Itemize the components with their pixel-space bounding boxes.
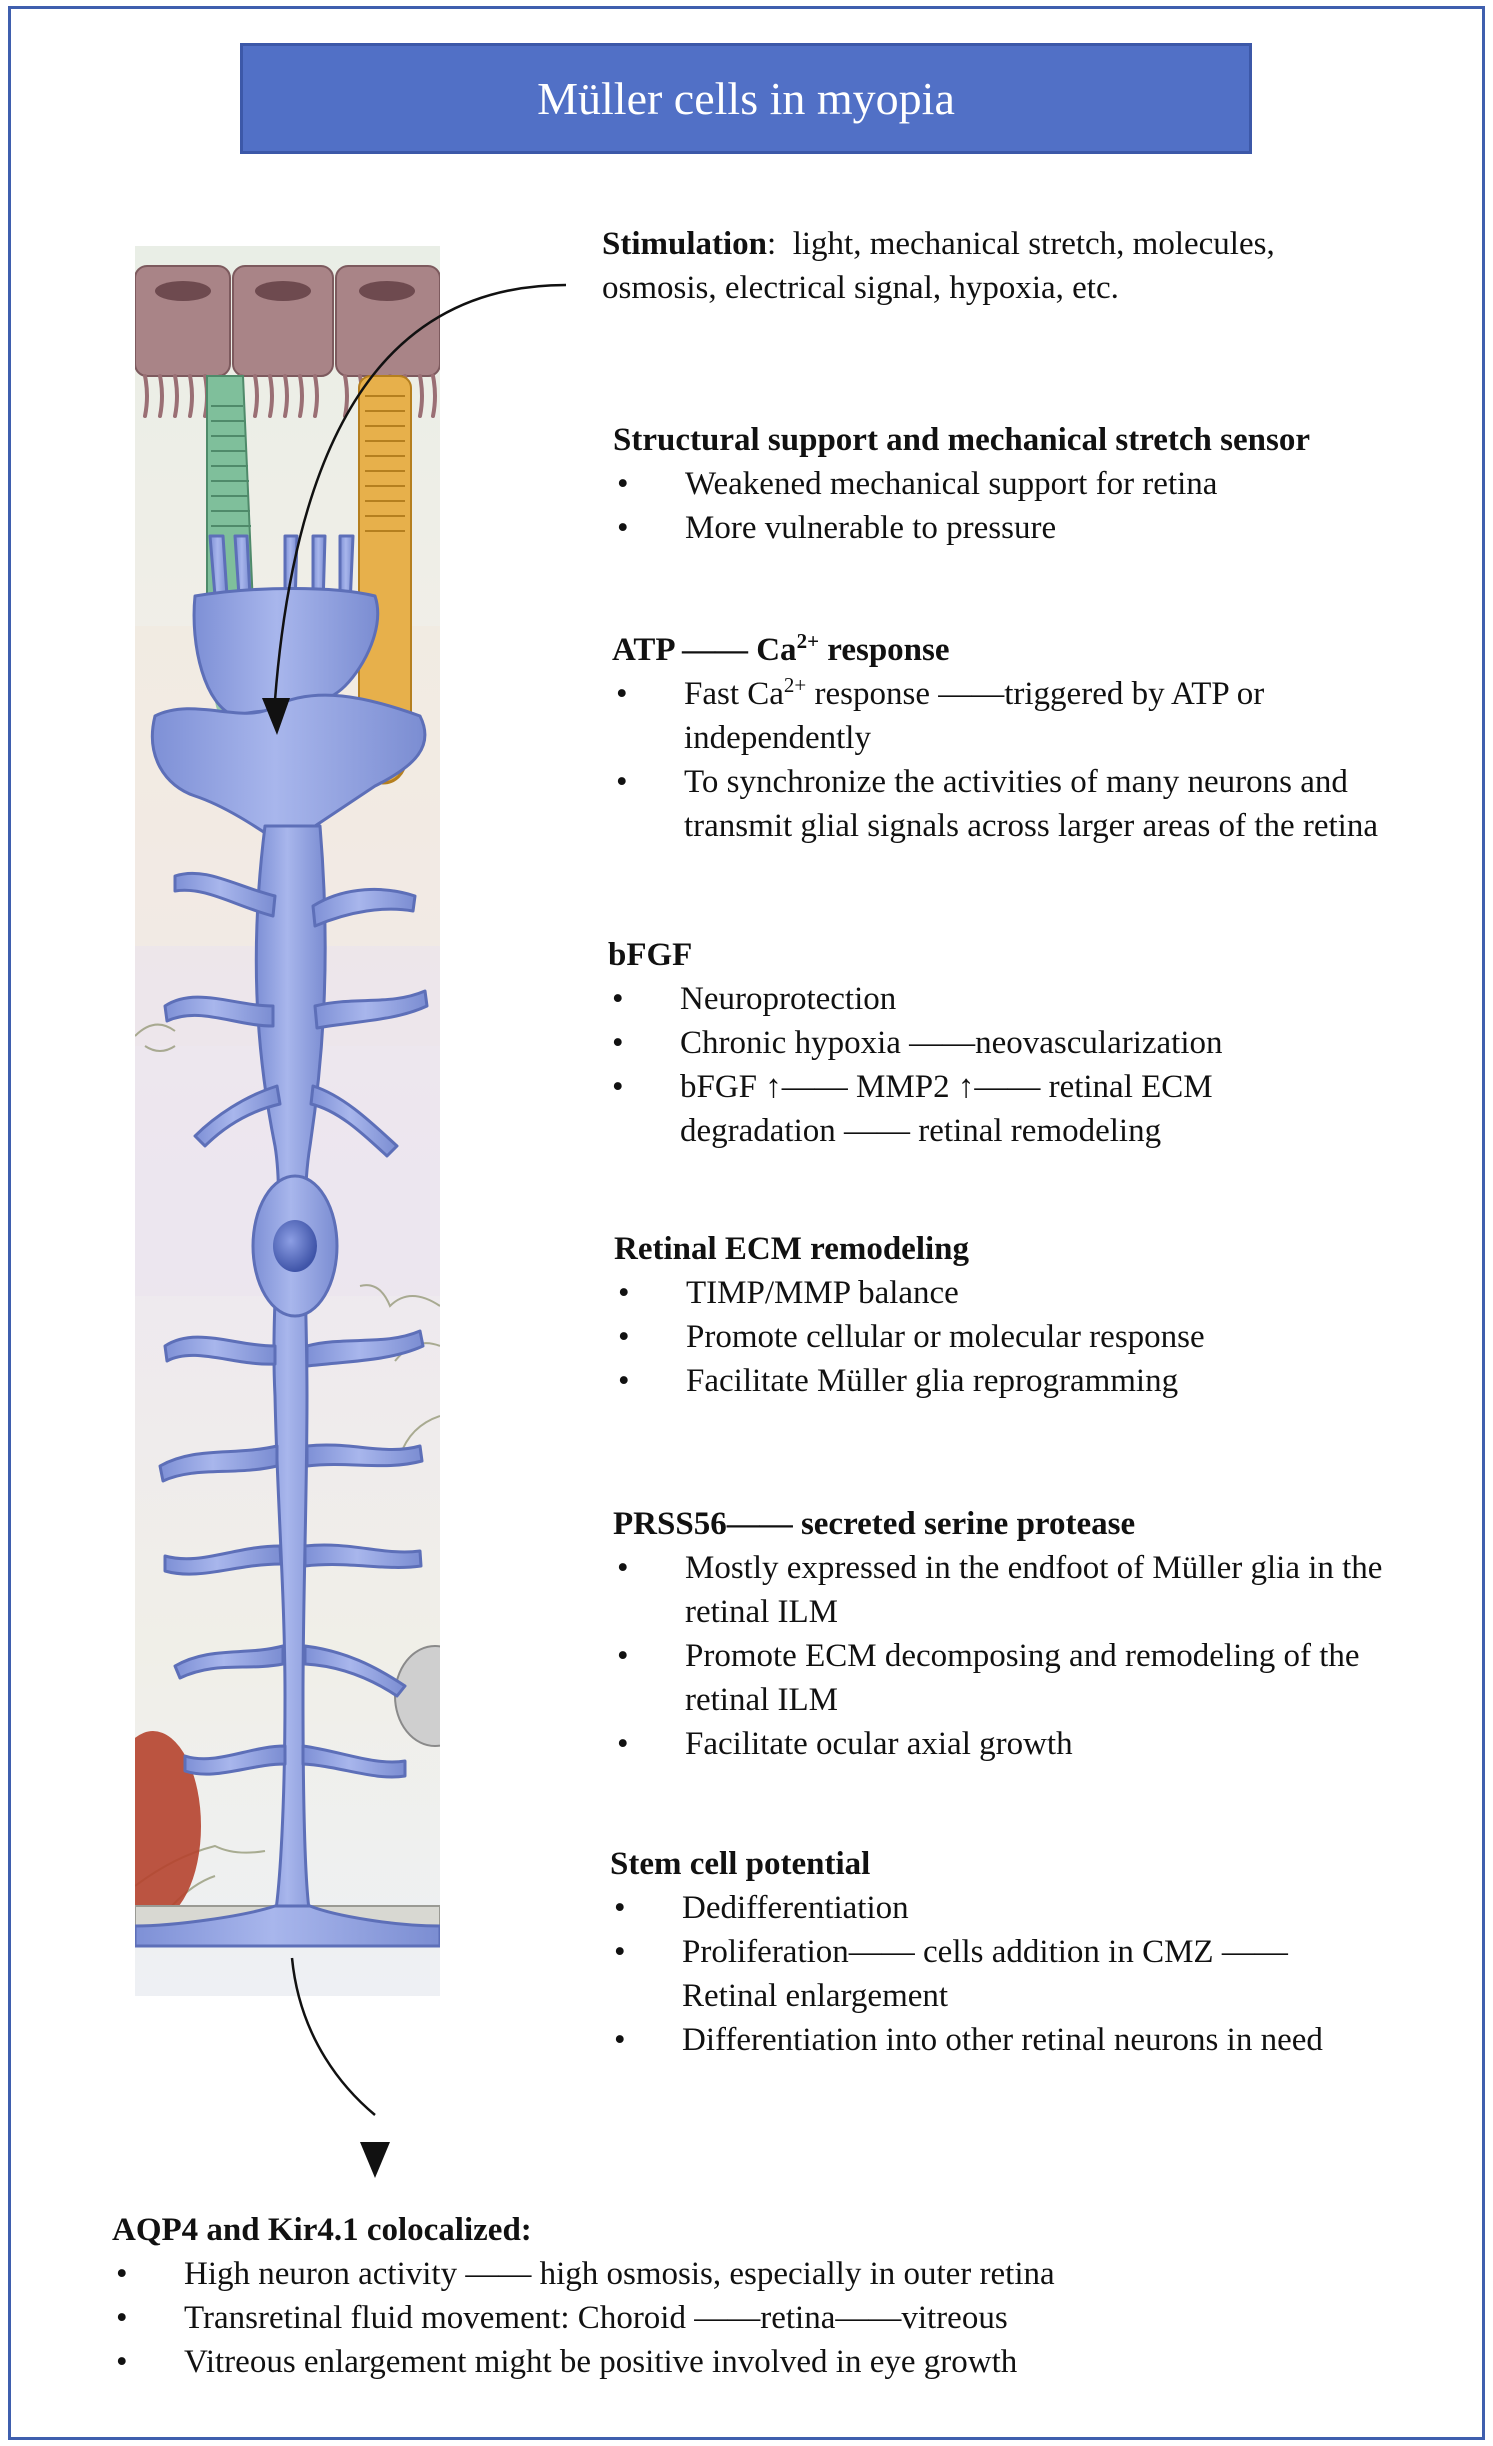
prss56-item: • Facilitate ocular axial growth — [613, 1722, 1393, 1766]
structural-heading: Structural support and mechanical stretch sensor — [613, 422, 1310, 458]
atp-block — [612, 628, 1452, 848]
aqp4-item: • Vitreous enlargement might be positive involved in eye growth — [112, 2340, 1412, 2384]
aqp4-block — [112, 2208, 1412, 2384]
prss56-item: • Mostly expressed in the endfoot of Müller glia in the retinal ILM — [613, 1546, 1393, 1634]
stimulation-text: light, mechanical stretch, molecules, osmosis, electrical signal, hypoxia, etc. — [602, 226, 1275, 306]
stem-block — [610, 1842, 1340, 2062]
ecm-item: • Promote cellular or molecular response — [614, 1315, 1434, 1359]
ecm-heading: Retinal ECM remodeling — [614, 1231, 970, 1267]
stimulation-block — [602, 222, 1362, 310]
stimulation-separator: : — [767, 226, 777, 262]
prss56-heading: PRSS56—— secreted serine protease — [613, 1506, 1136, 1542]
ecm-item: • TIMP/MMP balance — [614, 1271, 1434, 1315]
ecm-item: • Facilitate Müller glia reprogramming — [614, 1359, 1434, 1403]
atp-item: • Fast $Ca^{2+}$ response ——triggered by ATP or independently — [612, 672, 1452, 760]
atp-heading: ATP —— $Ca^{2+}$ response — [612, 629, 950, 668]
rpe-layer — [135, 266, 440, 376]
stem-item: • Differentiation into other retinal neurons in need — [610, 2018, 1340, 2062]
aqp4-item: • High neuron activity —— high osmosis, especially in outer retina — [112, 2252, 1412, 2296]
aqp4-item: • Transretinal fluid movement: Choroid ——retina——vitreous — [112, 2296, 1412, 2340]
bfgf-item: • bFGF ↑—— MMP2 ↑—— retinal ECM degradation —— retinal remodeling — [608, 1065, 1328, 1153]
aqp4-heading: AQP4 and Kir4.1 colocalized: — [112, 2212, 532, 2248]
prss56-item: • Promote ECM decomposing and remodeling of the retinal ILM — [613, 1634, 1393, 1722]
stimulation-label: Stimulation — [602, 226, 768, 262]
figure-title: Müller cells in myopia — [240, 43, 1252, 154]
structural-item: • More vulnerable to pressure — [613, 506, 1433, 550]
bfgf-heading: bFGF — [608, 937, 693, 973]
structural-item: • Weakened mechanical support for retina — [613, 462, 1433, 506]
stem-heading: Stem cell potential — [610, 1846, 871, 1882]
atp-item: • To synchronize the activities of many neurons and transmit glial signals across larger areas of the retina — [612, 760, 1452, 848]
stem-item: • Proliferation—— cells addition in CMZ ——Retinal enlargement — [610, 1930, 1340, 2018]
ecm-block — [614, 1227, 1434, 1403]
prss56-block — [613, 1502, 1393, 1766]
structural-block — [613, 418, 1433, 550]
stem-item: • Dedifferentiation — [610, 1886, 1340, 1930]
bfgf-item: • Neuroprotection — [608, 977, 1328, 1021]
muller-nucleus — [273, 1220, 317, 1272]
bfgf-item: • Chronic hypoxia ——neovascularization — [608, 1021, 1328, 1065]
muller-cell-illustration — [135, 246, 440, 1996]
bfgf-block — [608, 933, 1328, 1153]
